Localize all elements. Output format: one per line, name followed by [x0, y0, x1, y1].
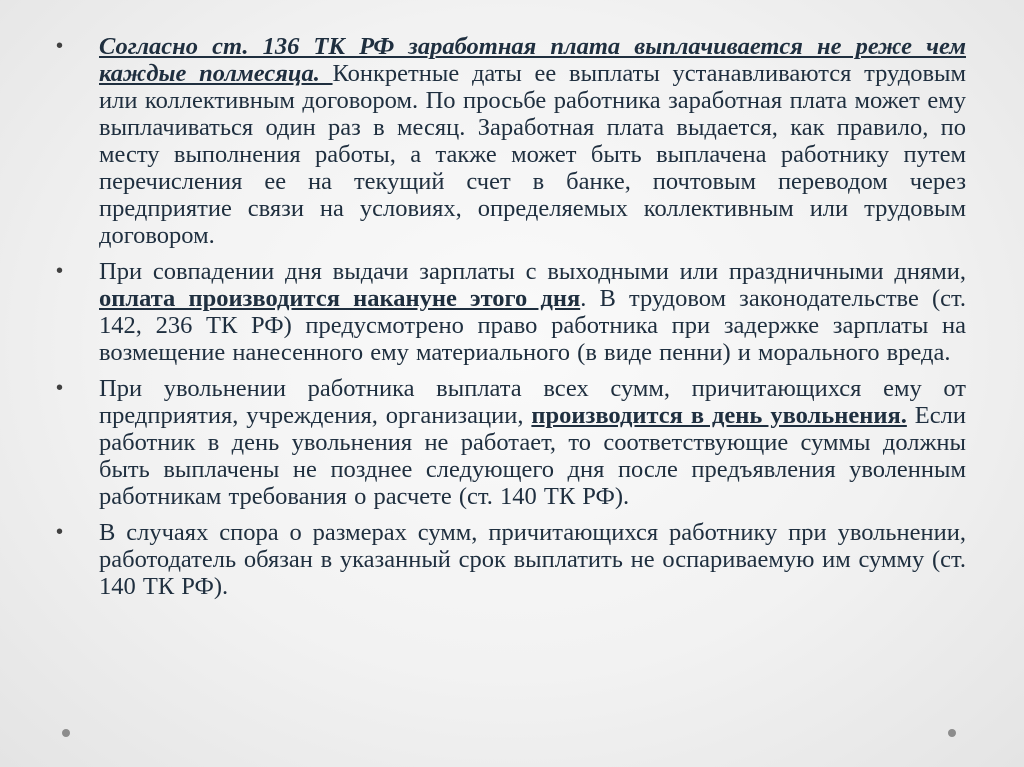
paragraph-text: . В трудовом законодательстве (ст. 142, 236 ТК РФ) предусмотрено право работника при задержке зарплаты на возмещение нанесенного ему материального (в виде пенни) и морального вреда. — [99, 285, 966, 366]
paragraph-text: При совпадении дня выдачи зарплаты с выходными или праздничными днями, — [99, 258, 966, 285]
bullet-marker: • — [56, 521, 64, 543]
paragraph-wage-frequency — [99, 33, 966, 249]
paragraph-text: Если работник в день увольнения не работает, то соответствующие суммы должны быть выплачены не позднее следующего дня после предъявления уволенным работникам требования о расчете (ст. 140 ТК РФ). — [99, 402, 966, 510]
bullet-marker: • — [56, 377, 64, 399]
emphasis-text: оплата производится накануне этого дня — [99, 285, 581, 312]
list-item — [56, 375, 966, 510]
bullet-marker: • — [56, 35, 64, 57]
decorative-dot-right — [948, 729, 956, 737]
paragraph-dispute — [99, 519, 966, 600]
decorative-dot-left — [62, 729, 70, 737]
list-item — [56, 33, 966, 249]
paragraph-text: При увольнении работника выплата всех сумм, причитающихся ему от предприятия, учреждения, организации, — [99, 375, 966, 429]
paragraph-dismissal-payment — [99, 375, 966, 510]
paragraph-holiday-payment — [99, 258, 966, 366]
emphasis-text: Согласно ст. 136 ТК РФ заработная плата выплачивается не реже чем каждые полмесяца. — [99, 33, 966, 87]
paragraph-text: Конкретные даты ее выплаты устанавливаются трудовым или коллективным договором. По просьбе работника заработная плата может ему выплачиваться один раз в месяц. Заработная плата выдается, как правило, по месту выполнения работы, а также может быть выплачена работнику путем перечисления ее на текущий счет в банке, почтовым переводом через предприятие связи на условиях, определяемых коллективным или трудовым договором. — [99, 60, 966, 249]
paragraph-text: В случаях спора о размерах сумм, причитающихся работнику при увольнении, работодатель обязан в указанный срок выплатить не оспариваемую им сумму (ст. 140 ТК РФ). — [99, 519, 966, 600]
bullet-list — [56, 33, 966, 609]
emphasis-text: производится в день увольнения. — [531, 402, 907, 429]
bullet-marker: • — [56, 260, 64, 282]
list-item — [56, 519, 966, 600]
list-item — [56, 258, 966, 366]
